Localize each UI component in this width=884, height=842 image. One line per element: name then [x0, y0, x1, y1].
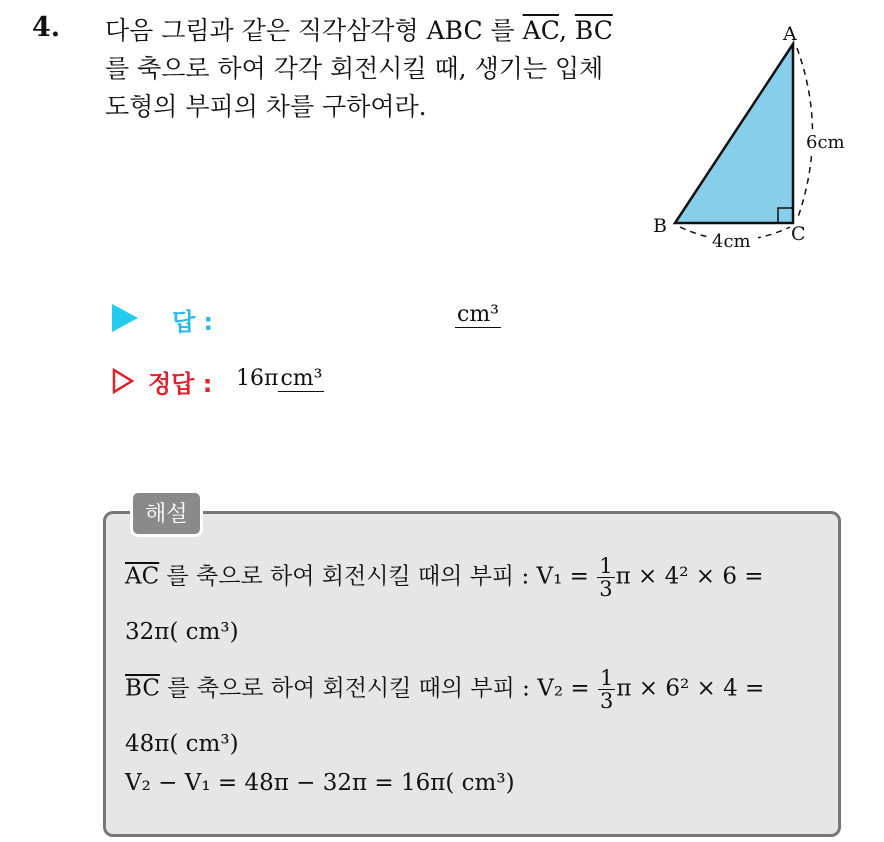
- solution-line-4: 48π( cm³): [125, 731, 239, 757]
- triangle-figure: [640, 20, 880, 260]
- question-line-2: 를 축으로 하여 각각 회전시킬 때, 생기는 입체: [105, 54, 604, 83]
- question-text: [105, 12, 635, 126]
- fraction-one-third-1: $\frac{1}{3}$: [599, 554, 613, 601]
- question-line-1: 다음 그림과 같은 직각삼각형 ABC 를 $\overline{AC}$, $\overline{BC}$: [105, 16, 613, 45]
- solution-line-2: 32π( cm³): [125, 619, 239, 645]
- solution-segment-ac: $\overline{AC}$: [125, 563, 160, 590]
- segment-ac: $\overline{AC}$: [522, 16, 559, 45]
- triangle-abc: [675, 44, 793, 223]
- correct-number: 16π: [236, 366, 279, 391]
- side-bc-length: 4cm: [712, 231, 751, 252]
- label-b: B: [653, 215, 667, 237]
- correct-arrow-icon: [112, 368, 134, 394]
- answer-row: [112, 302, 612, 338]
- solution-line-3-text: 를 축으로 하여 회전시킬 때의 부피 : V₂ =: [159, 675, 597, 702]
- answer-unit[interactable]: cm³: [457, 302, 500, 327]
- answer-label: 답 :: [172, 308, 214, 336]
- side-ac-length: 6cm: [806, 132, 845, 153]
- solution-line-1-text: 를 축으로 하여 회전시킬 때의 부피 : V₁ =: [159, 563, 597, 590]
- solution-segment-bc: $\overline{BC}$: [125, 675, 160, 702]
- fraction-one-third-2: $\frac{1}{3}$: [599, 666, 614, 713]
- segment-bc: $\overline{BC}$: [574, 16, 613, 45]
- solution-line-3: [125, 667, 764, 712]
- question-number: 4.: [32, 12, 61, 43]
- label-c: C: [791, 223, 806, 245]
- correct-value: [236, 366, 324, 391]
- question-line-3: 도형의 부피의 차를 구하여라.: [105, 92, 427, 121]
- solution-line-3-rest: π × 6² × 4 =: [616, 675, 765, 702]
- label-a: A: [783, 23, 797, 45]
- correct-label: 정답 :: [148, 370, 213, 398]
- correct-answer-row: [112, 364, 612, 400]
- solution-line-1-rest: π × 4² × 6 =: [615, 563, 764, 590]
- correct-unit: cm³: [280, 366, 323, 391]
- solution-line-5: V₂ − V₁ = 48π − 32π = 16π( cm³): [125, 770, 515, 796]
- solution-tag: 해설: [130, 490, 203, 537]
- solution-line-1: [125, 555, 764, 600]
- answer-arrow-icon: [112, 304, 138, 332]
